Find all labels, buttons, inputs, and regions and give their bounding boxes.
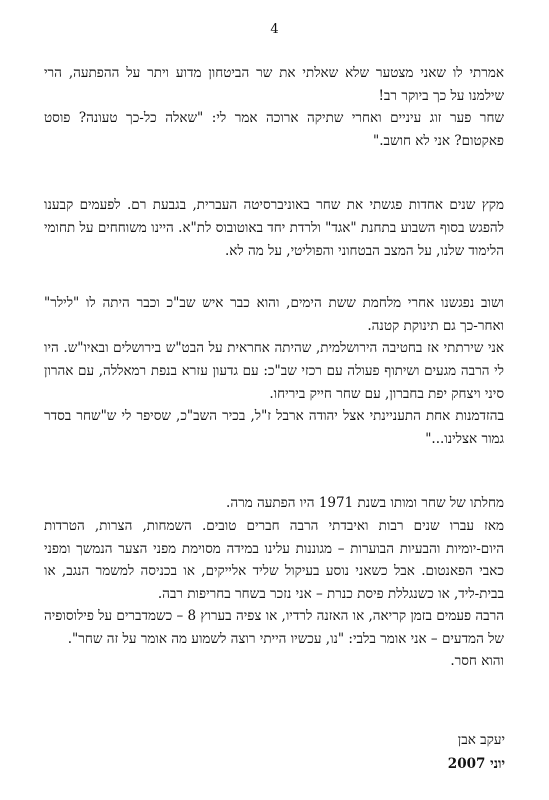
paragraph: מקץ שנים אחדות פגשתי את שחר באוניברסיטה העברית, בגבעת רם. לפעמים קבענו להפגש בסוף השבוע בתחנת "אגד" ולרדת יחד באוטובוס לת"א. היינו משוחחים על תחומי הלימוד שלנו, על המצב הבטחוני והפוליטי, על מה לא. — [44, 197, 504, 259]
paragraph: מחלתו של שחר ומותו בשנת 1971 היו הפתעה מרה. — [226, 495, 504, 512]
paragraph: והוא חסר. — [450, 653, 504, 670]
signature-date: יוני 2007 — [447, 756, 505, 772]
signature-block — [448, 728, 505, 776]
paragraph: שחר פער זוג עיניים ואחרי שתיקה ארוכה אמר לי: "שאלה כל-כך טעונה? פוסט פאקטום? אני לא חושב." — [44, 110, 504, 149]
paragraph: אני שירתתי אז בחטיבה הירושלמית, שהיתה אחראית על הבט"ש בירושלים ובאיו"ש. היו לי הרבה מגעים ושיתוף פעולה עם רכזי שב"כ: עם גדעון עזרא בנפת רמאללה, עם אהרון סיני ויצחק יפת בחברון, עם שחר חייק ביריחו. — [44, 340, 504, 402]
page-number: 4 — [270, 22, 279, 37]
author-name: יעקב אבן — [457, 732, 505, 748]
paragraph: בהזדמנות אחת התעניינתי אצל יהודה ארבל ז"ל, בכיר השב"כ, שסיפר לי ש"שחר בסדר גמור אצלינו..." — [44, 408, 504, 447]
body-text — [44, 62, 504, 673]
paragraph: ושוב נפגשנו אחרי מלחמת ששת הימים, והוא כבר איש שב"כ וכבר היתה לו "לילר" ואחר-כך גם תינוקת קטנה. — [44, 295, 504, 334]
paragraph: אמרתי לו שאני מצטער שלא שאלתי את שר הביטחון מדוע ויתר על ההפתעה, הרי שילמנו על כך ביוקר רב! — [44, 65, 504, 104]
paragraph: הרבה פעמים בזמן קריאה, או האזנה לרדיו, או צפיה בערוץ 8 – כשמדברים על פילוסופיה של המדעים – אני אומר בלבי: "נו, עכשיו הייתי רוצה לשמוע מה אומר על זה שחר". — [44, 608, 504, 647]
paragraph: מאז עברו שנים רבות ואיבדתי הרבה חברים טובים. השמחות, הצרות, הטרדות היום-יומיות והבעיות הבוערות – מגוננות עלינו במידה מסוימת מפני הצער הנמשך ומפני כאבי הפאנטום. אבל כשאני נוסע בעיקול שליד אלייקים, או בכניסה למשמר הנגב, או בבית-ליד, או כשנגללת פיסת כנרת – אני נזכר בשחר בחריפות רבה. — [44, 517, 504, 602]
